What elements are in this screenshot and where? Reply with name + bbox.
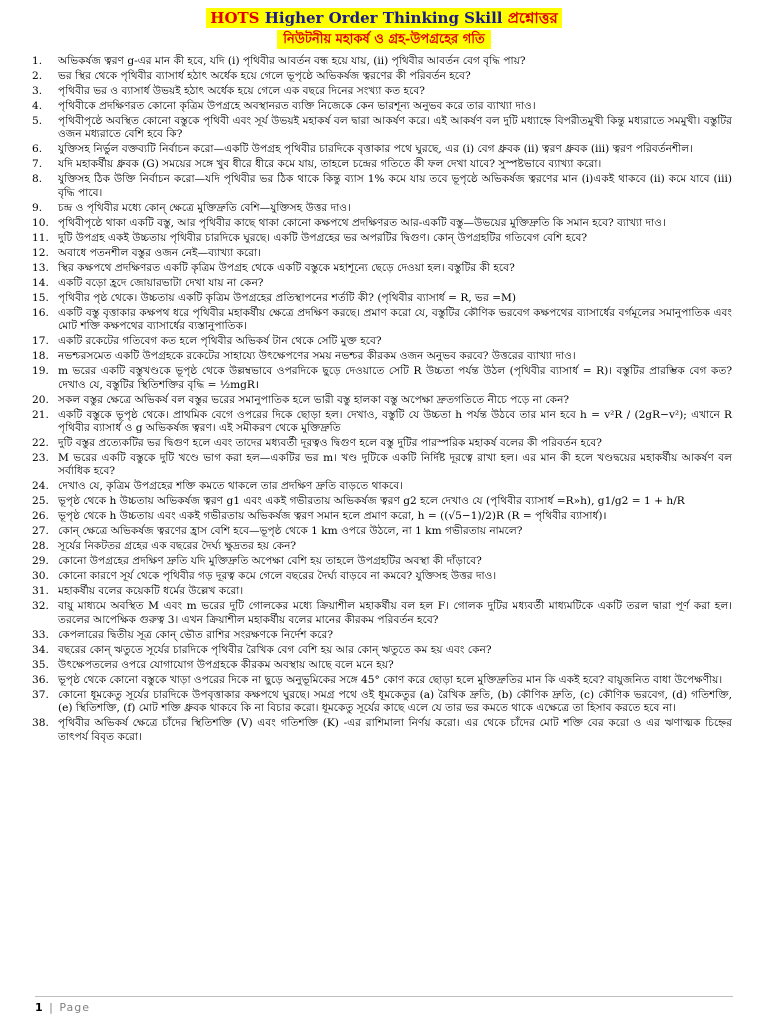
question-item xyxy=(0,202,768,215)
question-item xyxy=(0,570,768,583)
question-item xyxy=(0,247,768,260)
question-number: 7. xyxy=(32,158,43,171)
question-text: দেখাও যে, কৃত্রিম উপগ্রহের শক্তি কমতে থাকলে তার প্রদক্ষিণ দ্রুতি বাড়তে থাকবে। xyxy=(58,480,403,493)
question-number: 6. xyxy=(32,143,43,156)
question-item xyxy=(0,717,768,744)
question-number: 2. xyxy=(32,70,43,82)
question-number: 31. xyxy=(32,585,49,598)
question-text: বছরের কোন্ ঋতুতে সূর্যের চারদিকে পৃথিবীর রৈখিক বেগ বেশি হয় আর কোন্ ঋতুতে কম হয় এবং কেন? xyxy=(58,643,492,656)
question-item xyxy=(0,292,768,305)
question-number: 25. xyxy=(32,495,49,508)
question-item xyxy=(0,394,768,407)
question-text: M ভরের একটি বস্তুকে দুটি খণ্ডে ভাগ করা হল—একটির ভর m। খণ্ড দুটিকে একটি নির্দিষ্ট দূরত্বে রাখা হল। এর মান কী হলে খণ্ডদ্বয়ের মহাকর্ষীয় আকর্ষণ বল সর্বাধিক হবে? xyxy=(58,452,732,478)
question-text: যদি মহাকর্ষীয় ধ্রুবক (G) সময়ের সঙ্গে খুব ধীরে ধীরে কমে যায়, তাহলে চন্দ্রের গতিতে কী ফল দেখা যাবে? সুস্পষ্টভাবে ব্যাখ্যা করো। xyxy=(58,158,602,171)
question-number: 27. xyxy=(32,525,49,538)
question-text: মহাকর্ষীয় বলের কয়েকটি ধর্মের উল্লেখ করো। xyxy=(58,585,244,598)
question-item xyxy=(0,659,768,672)
question-item xyxy=(0,335,768,348)
question-number: 24. xyxy=(32,480,49,493)
question-item xyxy=(0,232,768,245)
title-english: Higher Order Thinking Skill xyxy=(264,9,503,27)
question-item xyxy=(0,158,768,171)
question-text: নভশ্চরসমেত একটি উপগ্রহকে রকেটের সাহায্যে উৎক্ষেপণের সময় নভশ্চর কীরকম ওজন অনুভব করবে? উত্তরের ব্যাখ্যা দাও। xyxy=(58,350,576,363)
question-item xyxy=(0,480,768,493)
question-item xyxy=(0,510,768,523)
question-item xyxy=(0,307,768,334)
question-item xyxy=(0,525,768,538)
question-item xyxy=(0,143,768,156)
title-bengali: প্রশ্নোত্তর xyxy=(507,9,558,27)
question-text: যুক্তিসহ নির্ভুল বক্তব্যটি নির্বাচন করো—একটি উপগ্রহ পৃথিবীর চারদিকে বৃত্তাকার পথে ঘুরছে, এর (i) বেগ ধ্রুবক (ii) ত্বরণ ধ্রুবক (iii) ত্বরণ পরিবর্তনশীল। xyxy=(58,143,693,156)
question-text: একটি বস্তুকে ভূপৃষ্ঠ থেকে। প্রাথমিক বেগে ওপরের দিকে ছোড়া হল। দেখাও, বস্তুটি যে উচ্চতা h পর্যন্ত উঠবে তার মান হবে h = v²R / (2gR−v²); এখানে R পৃথিবীর ব্যাসার্ধ ও g অভিকর্ষজ ত্বরণ। এই সমীকরণ থেকে মুক্তিদ্রুতি xyxy=(58,408,732,435)
question-number: 38. xyxy=(32,717,49,730)
question-number: 5. xyxy=(32,115,43,127)
question-text: কোন্ ক্ষেত্রে অভিকর্ষজ ত্বরণের হ্রাস বেশি হবে—ভূপৃষ্ঠ থেকে 1 km ওপরে উঠলে, না 1 km গভীরতায় নামলে? xyxy=(58,525,523,538)
question-number: 18. xyxy=(32,350,49,363)
question-text: সূর্যের নিকটতর গ্রহের এক বছরের দৈর্ঘ্য ক্ষুদ্রতর হয় কেন? xyxy=(58,540,297,553)
question-text: পৃথিবীর অভিকর্ষ ক্ষেত্রে চাঁদের স্থিতিশক্তি (V) এবং গতিশক্তি (K) -এর রাশিমালা নির্ণয় করো। এর থেকে চাঁদের মোট শক্তি বের করো ও এর ঋণাত্মক চিহ্নের তাৎপর্য বিবৃত করো। xyxy=(58,717,732,743)
question-item xyxy=(0,437,768,450)
question-text: কোনো ধূমকেতু সূর্যের চারদিকে উপবৃত্তাকার কক্ষপথে ঘুরছে। সমগ্র পথে ওই ধূমকেতুর (a) রৈখিক দ্রুতি, (b) কৌণিক দ্রুতি, (c) কৌণিক ভরবেগ, (d) গতিশক্তি, (e) স্থিতিশক্তি, (f) মোট শক্তি ধ্রুবক থাকবে কি না বিচার করো। ধূমকেতু সূর্যের কাছে এলে যে তার ভর কমতে থাকে এক্ষেত্রে তা হিসাব করতে হবে না। xyxy=(58,688,732,715)
title-hots: HOTS xyxy=(210,9,260,27)
page-number: 1 xyxy=(35,1001,43,1014)
page-label: Page xyxy=(59,1001,91,1014)
question-text: ভূপৃষ্ঠ থেকে h উচ্চতায় অভিকর্ষজ ত্বরণ g1 এবং একই গভীরতায় অভিকর্ষজ ত্বরণ g2 হলে দেখাও যে (পৃথিবীর ব্যাসার্ধ =R»h), g1/g2 = 1 + h/R xyxy=(58,495,685,508)
question-item xyxy=(0,540,768,553)
footer-separator: | xyxy=(49,1001,53,1014)
question-list xyxy=(0,55,768,744)
question-number: 34. xyxy=(32,643,49,656)
question-text: একটি বড়ো হ্রদে জোয়ারভাটা দেখা যায় না কেন? xyxy=(58,276,264,289)
question-number: 19. xyxy=(32,365,49,378)
question-number: 30. xyxy=(32,570,49,583)
question-number: 11. xyxy=(32,231,49,244)
question-number: 17. xyxy=(32,335,49,348)
question-number: 26. xyxy=(32,510,49,523)
question-number: 21. xyxy=(32,408,49,421)
question-text: অভিকর্ষজ ত্বরণ g-এর মান কী হবে, যদি (i) পৃথিবীর আবর্তন বন্ধ হয়ে যায়, (ii) পৃথিবীর আবর্তন বেগ বৃদ্ধি পায়? xyxy=(58,55,526,67)
question-item xyxy=(0,350,768,363)
question-number: 37. xyxy=(32,688,49,701)
question-number: 28. xyxy=(32,540,49,553)
question-number: 32. xyxy=(32,600,49,613)
question-text: ভূপৃষ্ঠ থেকে h উচ্চতায় এবং একই গভীরতায় অভিকর্ষজ ত্বরণ সমান হলে প্রমাণ করো, h = ((√5−1)/2)R (R = পৃথিবীর ব্যাসার্ধ)। xyxy=(58,510,607,523)
question-number: 3. xyxy=(32,85,43,97)
question-text: ভূপৃষ্ঠ থেকে কোনো বস্তুকে খাড়া ওপরের দিকে না ছুড়ে অনুভূমিকের সঙ্গে 45° কোণ করে ছোড়া হলে মুক্তিদ্রুতির মান কি একই হবে? বায়ুজনিত বাধা উপেক্ষণীয়। xyxy=(58,673,723,686)
question-item xyxy=(0,452,768,479)
question-text: একটি রকেটের গতিবেগ কত হলে পৃথিবীর অভিকর্ষ টান থেকে সেটি মুক্ত হবে? xyxy=(58,335,382,348)
question-item xyxy=(0,495,768,508)
question-item xyxy=(0,409,768,436)
question-number: 9. xyxy=(32,201,43,214)
question-number: 15. xyxy=(32,291,49,304)
question-item xyxy=(0,674,768,687)
question-text: অবাধে পতনশীল বস্তুর ওজন নেই—ব্যাখ্যা করো। xyxy=(58,246,261,259)
question-text: কোনো উপগ্রহের প্রদক্ষিণ দ্রুতি যদি মুক্তিদ্রুতি অপেক্ষা বেশি হয় তাহলে উপগ্রহটির অবস্থা কী দাঁড়াবে? xyxy=(58,555,482,568)
question-text: বায়ু মাধ্যমে অবস্থিত M এবং m ভরের দুটি গোলকের মধ্যে ক্রিয়াশীল মহাকর্ষীয় বল হল F। গোলক দুটির মধ্যবর্তী মাধ্যমটিকে একটি তরল দ্বারা পূর্ণ করা হল। তরলের আপেক্ষিক গুরুত্ব 3। এখন ক্রিয়াশীল মহাকর্ষীয় বলের মানের কীরকম পরিবর্তন হবে? xyxy=(58,600,732,626)
question-item xyxy=(0,262,768,275)
question-item xyxy=(0,644,768,657)
question-item xyxy=(0,55,768,68)
question-text: ভর স্থির থেকে পৃথিবীর ব্যাসার্ধ হঠাৎ অর্ধেক হয়ে গেলে ভূপৃষ্ঠে অভিকর্ষজ ত্বরণের কী পরিবর্তন হবে? xyxy=(58,70,471,82)
question-number: 1. xyxy=(32,55,43,67)
question-number: 20. xyxy=(32,393,49,406)
question-text: পৃথিবীর পৃষ্ঠ থেকে। উচ্চতায় একটি কৃত্রিম উপগ্রহের প্রতিস্থাপনের শর্তটি কী? (পৃথিবীর ব্যাসার্ধ = R, ভর =M) xyxy=(58,291,517,304)
page-title xyxy=(206,8,561,28)
question-number: 10. xyxy=(32,216,49,229)
question-text: স্থির কক্ষপথে প্রদক্ষিণরত একটি কৃত্রিম উপগ্রহ থেকে একটি বস্তুকে মহাশূন্যে ছেড়ে দেওয়া হল। বস্তুটির কী হবে? xyxy=(58,261,515,274)
question-item xyxy=(0,600,768,627)
question-number: 35. xyxy=(32,658,49,671)
question-text: সকল বস্তুর ক্ষেত্রে অভিকর্ষ বল বস্তুর ভরের সমানুপাতিক হলে ভারী বস্তু হালকা বস্তু অপেক্ষা দ্রুতগতিতে নীচে পড়ে না কেন? xyxy=(58,393,570,406)
question-text: উৎক্ষেপতলের ওপরে যোগাযোগ উপগ্রহকে কীরকম অবস্থায় আছে বলে মনে হয়? xyxy=(58,658,394,671)
question-text: যুক্তিসহ ঠিক উক্তি নির্বাচন করো—যদি পৃথিবীর ভর ঠিক থাকে কিন্তু ব্যাস 1% কমে যায় তবে ভূপৃষ্ঠে অভিকর্ষজ ত্বরণের মান (i)একই থাকবে (ii) কমে যাবে (iii) বৃদ্ধি পাবে। xyxy=(58,173,732,199)
question-number: 16. xyxy=(32,306,49,319)
question-item xyxy=(0,173,768,200)
question-text: পৃথিবীপৃষ্ঠে থাকা একটি বস্তু, আর পৃথিবীর কাছে থাকা কোনো কক্ষপথে প্রদক্ষিণরত আর-একটি বস্তু—উভয়ের মুক্তিদ্রুতি কি সমান হবে? ব্যাখ্যা দাও। xyxy=(58,216,666,229)
question-number: 36. xyxy=(32,673,49,686)
question-item xyxy=(0,689,768,716)
question-text: পৃথিবীপৃষ্ঠে অবস্থিত কোনো বস্তুকে পৃথিবী এবং সূর্য উভয়ই মহাকর্ষ বল দ্বারা আকর্ষণ করে। এই আকর্ষণ বল দুটি মধ্যাহ্নে বিপরীতমুখী কিন্তু মধ্যরাতে সমমুখী। বস্তুটির ওজন মধ্যরাতে বেশি হবে কি? xyxy=(58,115,732,141)
question-item xyxy=(0,365,768,392)
question-item xyxy=(0,100,768,113)
document-header xyxy=(0,0,768,49)
question-number: 8. xyxy=(32,173,43,186)
page-subtitle: নিউটনীয় মহাকর্ষ ও গ্রহ-উপগ্রহের গতি xyxy=(277,30,490,49)
question-text: দুটি বস্তুর প্রত্যেকটির ভর দ্বিগুণ হলে এবং তাদের মধ্যবর্তী দূরত্বও দ্বিগুণ হলে বস্তু দুটির পারস্পরিক মহাকর্ষ বলের কী পরিবর্তন হবে? xyxy=(58,437,602,450)
question-text: পৃথিবীর ভর ও ব্যাসার্ধ উভয়ই হঠাৎ অর্ধেক হয়ে গেলে এক বছরে দিনের সংখ্যা কত হবে? xyxy=(58,85,425,97)
question-text: চন্দ্র ও পৃথিবীর মধ্যে কোন্ ক্ষেত্রে মুক্তিদ্রুতি বেশি—যুক্তিসহ উত্তর দাও। xyxy=(58,201,351,214)
question-item xyxy=(0,217,768,230)
question-item xyxy=(0,629,768,642)
question-number: 4. xyxy=(32,100,43,112)
question-text: পৃথিবীকে প্রদক্ষিণরত কোনো কৃত্রিম উপগ্রহে অবস্থানরত ব্যক্তি নিজেকে কেন ভারশূন্য অনুভব করে তার ব্যাখ্যা দাও। xyxy=(58,100,536,112)
question-item xyxy=(0,70,768,83)
question-text: দুটি উপগ্রহ একই উচ্চতায় পৃথিবীর চারদিকে ঘুরছে। একটি উপগ্রহের ভর অপরটির দ্বিগুণ। কোন্ উপগ্রহটির গতিবেগ বেশি হবে? xyxy=(58,231,588,244)
question-text: m ভরের একটি বস্তুখণ্ডকে ভূপৃষ্ঠ থেকে উল্লম্বভাবে ওপরদিকে ছুড়ে দেওয়াতে সেটি R উচ্চতা পর্যন্ত উঠল (পৃথিবীর ব্যাসার্ধ = R)। বস্তুটির প্রারম্ভিক বেগ কত? দেখাও যে, বস্তুটির স্থিতিশক্তির বৃদ্ধি = ½mgR। xyxy=(58,365,732,391)
question-number: 23. xyxy=(32,452,49,465)
question-number: 33. xyxy=(32,628,49,641)
question-number: 12. xyxy=(32,246,49,259)
question-number: 14. xyxy=(32,276,49,289)
question-number: 13. xyxy=(32,261,49,274)
question-item xyxy=(0,85,768,98)
question-text: কেপলারের দ্বিতীয় সূত্র কোন্ ভৌত রাশির সংরক্ষণকে নির্দেশ করে? xyxy=(58,628,334,641)
question-item xyxy=(0,585,768,598)
question-text: একটি বস্তু বৃত্তাকার কক্ষপথ ধরে পৃথিবীর মহাকর্ষীয় ক্ষেত্রে প্রদক্ষিণ করছে। প্রমাণ করো যে, বস্তুটির কৌণিক ভরবেগ কক্ষপথের ব্যাসার্ধের বর্গমূলের সমানুপাতিক এবং মোট শক্তি কক্ষপথের ব্যাসার্ধের ব্যস্তানুপাতিক। xyxy=(58,306,732,333)
question-item xyxy=(0,115,768,142)
question-item xyxy=(0,277,768,290)
question-number: 22. xyxy=(32,437,49,450)
question-number: 29. xyxy=(32,555,49,568)
page-footer xyxy=(35,996,733,1014)
question-item xyxy=(0,555,768,568)
question-text: কোনো কারণে সূর্য থেকে পৃথিবীর গড় দূরত্ব কমে গেলে বছরের দৈর্ঘ্য বাড়বে না কমবে? যুক্তিসহ উত্তর দাও। xyxy=(58,570,497,583)
